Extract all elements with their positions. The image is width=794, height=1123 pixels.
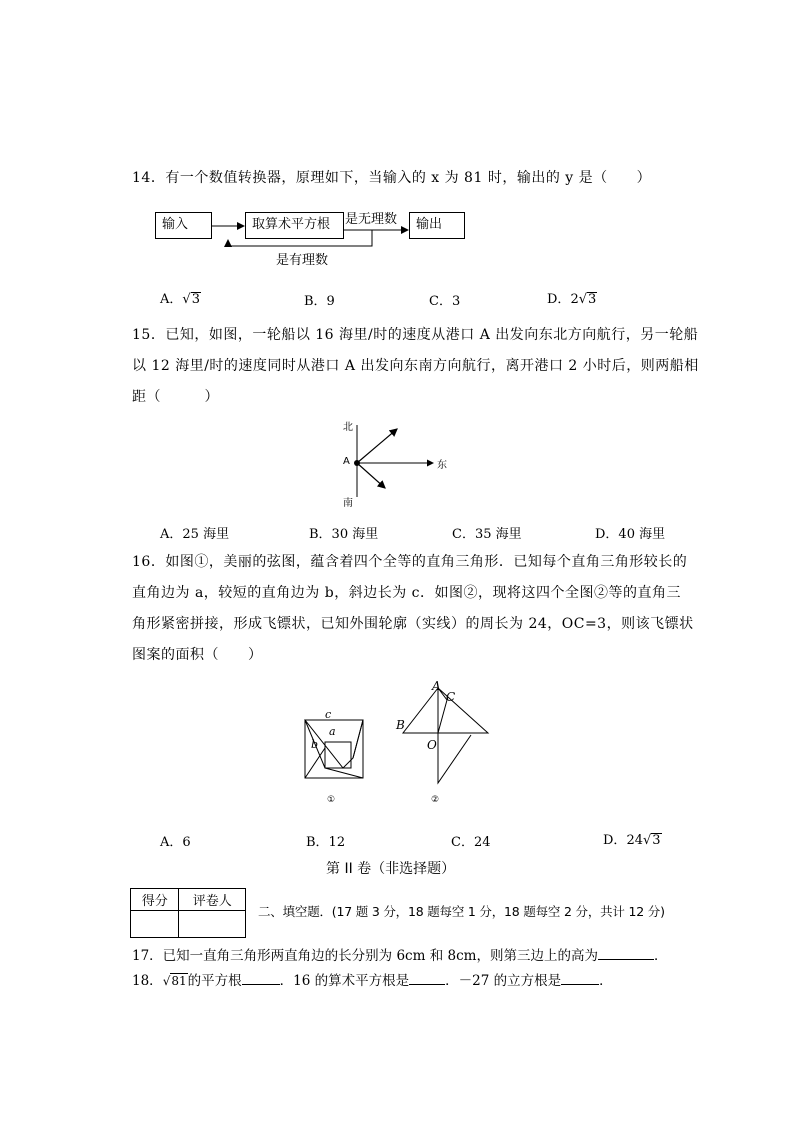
q17-text: 17．已知一直角三角形两直角边的长分别为 6cm 和 8cm，则第三边上的高为 (132, 948, 598, 964)
option-label: D． (547, 292, 571, 307)
q16-option-b: B．12 (306, 835, 346, 850)
radicand: 3 (652, 833, 661, 848)
q14-option-d (547, 288, 597, 307)
q15-option-d: D．40 海里 (595, 527, 666, 542)
q17-blank[interactable] (598, 959, 654, 960)
flow-irrational-label: 是无理数 (345, 212, 398, 227)
q18-blank-3[interactable] (561, 984, 599, 985)
fig2-caption: ② (431, 795, 440, 805)
flow-process-box: 取算术平方根 (245, 212, 344, 239)
q15-option-a: A．25 海里 (160, 527, 230, 542)
score-table (130, 888, 246, 938)
q17-end: ． (653, 948, 668, 964)
q18-line (132, 969, 613, 989)
option-label: D． (603, 833, 627, 848)
q18-blank-2[interactable] (409, 984, 445, 985)
fig1-label-c: c (325, 708, 332, 721)
east-label: 东 (437, 460, 447, 471)
sqrt-symbol: √3 (578, 292, 597, 307)
fig2-label-A: A (432, 679, 441, 693)
radicand: 3 (191, 292, 200, 307)
fig1-label-a: a (329, 725, 336, 738)
q16-option-c: C．24 (451, 835, 491, 850)
score-header-grader: 评卷人 (179, 889, 246, 911)
q18-part1: 的平方根 (187, 973, 242, 989)
radicand: 3 (588, 292, 597, 307)
q15-line2: 以 12 海里/时的速度同时从港口 A 出发向东南方向航行，离开港口 2 小时后，则两船相 (132, 358, 699, 374)
score-header-score: 得分 (131, 889, 179, 911)
dart-figure (385, 680, 495, 790)
q16-line3: 角形紧密拼接，形成飞镖状，已知外围轮廓（实线）的周长为 24，OC=3，则该飞镖状 (132, 616, 694, 632)
q18-num: 18． (132, 973, 163, 989)
q16-option-a: A．6 (160, 835, 191, 850)
q15-line3: 距（ ） (132, 389, 219, 405)
flow-output-box: 输出 (409, 212, 465, 239)
score-cell-score (131, 911, 179, 938)
q18-end: ． (599, 973, 613, 989)
q15-line1: 15．已知，如图，一轮船以 16 海里/时的速度从港口 A 出发向东北方向航行，另一轮船 (132, 327, 699, 343)
coefficient: 2 (570, 292, 579, 307)
sqrt-symbol: √3 (182, 292, 200, 307)
south-label: 南 (343, 498, 353, 509)
q14-option-a (160, 288, 201, 307)
north-label: 北 (343, 422, 353, 433)
q16-option-d (603, 829, 662, 848)
sqrt-symbol: √81 (162, 974, 187, 988)
q18-part3: ．－27 的立方根是 (445, 973, 562, 989)
point-a-label: A (343, 456, 350, 467)
option-label: A． (160, 292, 183, 307)
fig1-label-b: b (311, 738, 319, 751)
q14-text: 14．有一个数值转换器，原理如下，当输入的 x 为 81 时，输出的 y 是（ ） (132, 170, 652, 186)
score-cell-grader (179, 911, 246, 938)
radicand: 81 (171, 974, 187, 988)
q16-line1: 16．如图①，美丽的弦图，蕴含着四个全等的直角三角形．已知每个直角三角形较长的 (132, 554, 688, 570)
fig2-label-B: B (396, 718, 405, 732)
q14-option-c: C．3 (429, 294, 461, 309)
q18-part2: ．16 的算术平方根是 (279, 973, 410, 989)
q15-option-c: C．35 海里 (452, 527, 522, 542)
fig2-label-O: O (427, 738, 437, 752)
q15-option-b: B．30 海里 (309, 527, 379, 542)
flow-input-box: 输入 (155, 212, 212, 239)
flow-rational-label: 是有理数 (276, 253, 329, 268)
fig1-caption: ① (327, 795, 336, 805)
q16-line4: 图案的面积（ ） (132, 647, 263, 663)
q17-line (132, 944, 667, 964)
section-heading: 二、填空题．(17 题 3 分，18 题每空 1 分，18 题每空 2 分，共计 12 分) (258, 904, 665, 919)
sqrt-symbol: √3 (642, 833, 661, 848)
q14-option-b: B．9 (304, 294, 335, 309)
fig2-label-C: C (446, 690, 456, 704)
flow-arrows (0, 0, 794, 300)
q18-blank-1[interactable] (242, 984, 280, 985)
q16-line2: 直角边为 a，较短的直角边为 b，斜边长为 c．如图②，现将这四个全图②等的直角三 (132, 585, 681, 601)
section-title: 第 II 卷（非选择题） (326, 861, 456, 877)
coefficient: 24 (626, 833, 643, 848)
